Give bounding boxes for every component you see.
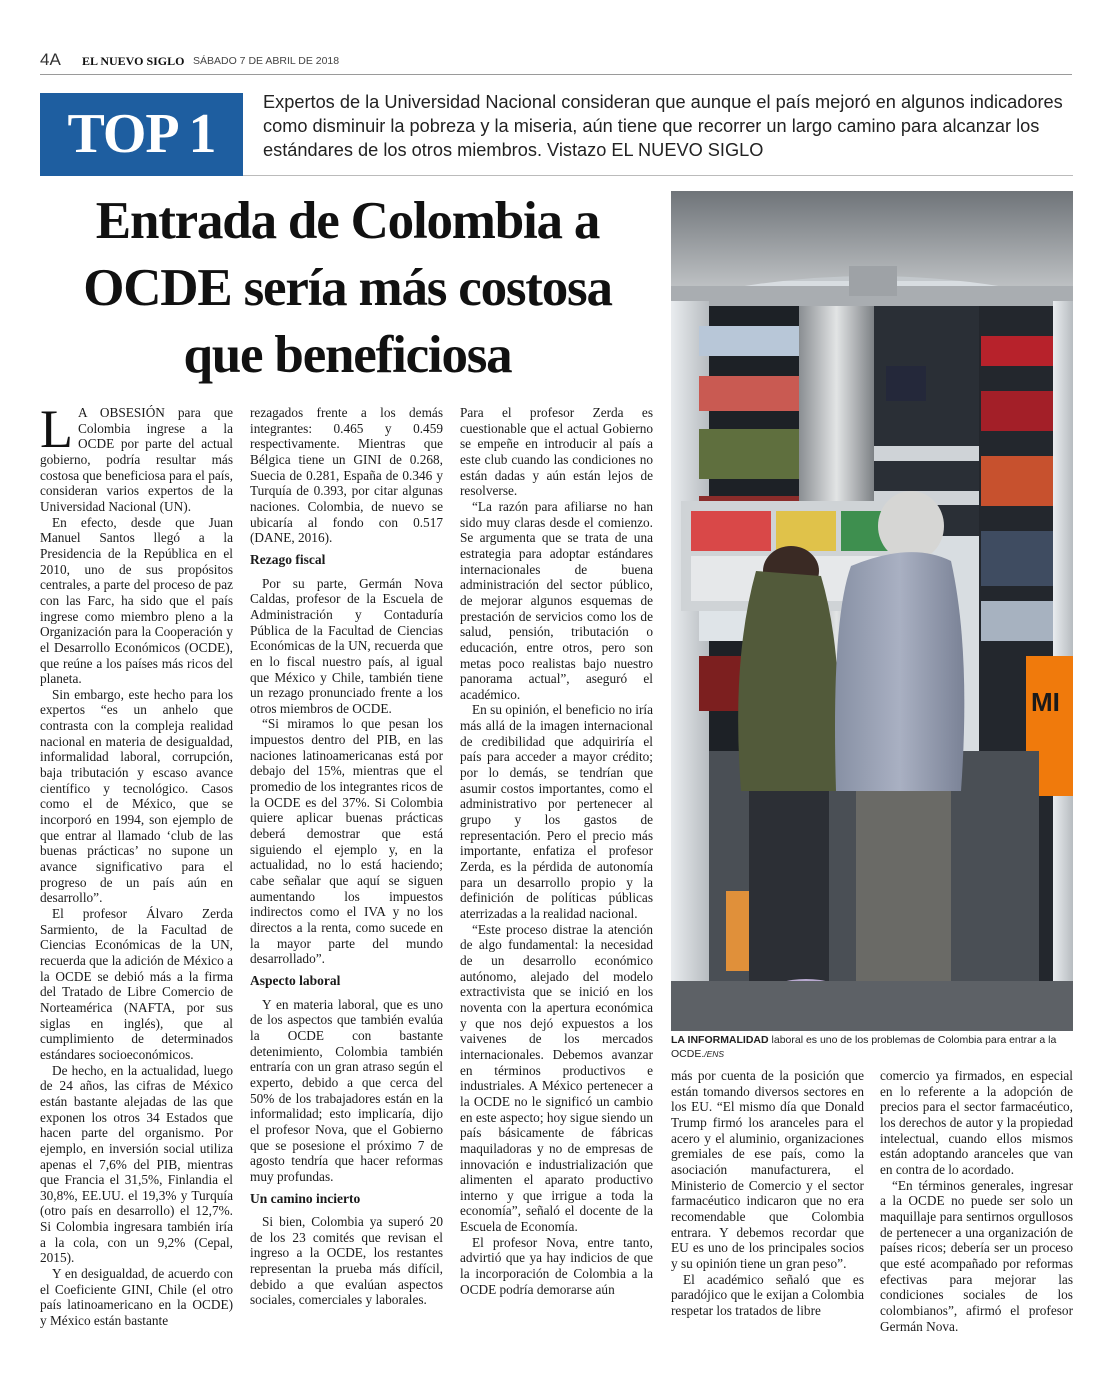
paragraph: más por cuenta de la posición que están tomando diversos sectores en los EU. “El mismo día que Donald Trump firmó los aranceles para el acero y el aluminio, organizaciones gremiales de ese país, como la asociación manufacturera, el Ministerio de Comercio y el sector farmacéutico indicaron que no era recomendable que Colombia entrara. Y debemos recordar que EU es uno de los principales socios y su opinión tiene un gran peso”. bbox=[671, 1068, 864, 1271]
article-column-1 bbox=[40, 399, 233, 1329]
article-column-5 bbox=[880, 1068, 1073, 1334]
sign-text: MI bbox=[1031, 687, 1060, 717]
headline bbox=[40, 188, 655, 389]
paragraph: “Este proceso distrae la atención de algo fundamental: la necesidad de un desarrollo económico autónomo, alejado del modelo extractivista que se inició en los noventa con la apertura económica y que nos dejó expuestos a los vaivenes de los mercados internacionales. Debemos avanzar en términos productivos e industriales. A México pertenecer a la OCDE no le significó un cambio en este aspecto; hoy sigue siendo un país básicamente de fábricas maquiladoras y no de empresas de innovación e industrialización que alimenten el aparato productivo interno y que irrigue a toda la economía”, señaló el docente de la Escuela de Economía. bbox=[460, 921, 653, 1235]
top-badge: TOP 1 bbox=[40, 93, 243, 176]
divider bbox=[243, 175, 1073, 176]
paragraph: De hecho, en la actualidad, luego de 24 años, las cifras de México están bastante alejadas de las que exponen los otros 34 Estados que hacen parte del organismo. Por ejemplo, en inversión social utiliza apenas el 7,6% del PIB, mientras que Francia el 31,5%, Finlandia el 30,8%, EE.UU. el 19,3% y Turquía (otro país en desarrollo) el 12,7%. Si Colombia ingresara también iría a la cola, con un 9,2% (Cepal, 2015). bbox=[40, 1062, 233, 1266]
lead-paragraph: L A OBSESIÓN para que Colombia ingrese a la OCDE por parte del actual gobierno, podría resultar más costosa que beneficiosa para el país, consideran varios expertos de la Universidad Nacional (UN). bbox=[40, 399, 233, 514]
caption-credit: /ENS bbox=[704, 1049, 725, 1059]
paragraph: El académico señaló que es paradójico que le exijan a Colombia respetar los tratados de libre bbox=[671, 1271, 864, 1318]
paragraph: Y en materia laboral, que es uno de los aspectos que también evalúa la OCDE con bastante detenimiento, Colombia también entraría con un gran atraso según el experto, debido a que cerca del 50% de los trabajadores están en la informalidad; esto implicaría, dijo el profesor Nova, que el Gobierno que se posesione el próximo 7 de agosto tendría que hacer reformas muy profundas. bbox=[250, 996, 443, 1184]
article-column-4 bbox=[671, 1068, 864, 1319]
article-column-3 bbox=[460, 405, 653, 1297]
subheading: Rezago fiscal bbox=[250, 551, 326, 567]
page-number: 4A bbox=[40, 50, 61, 69]
headline-line: OCDE sería más costosa bbox=[83, 259, 612, 317]
paragraph: “La razón para afiliarse no han sido muy claras desde el comienzo. Se argumenta que se trata de una estrategia para adoptar estándares internacionales de buena administración del sector público, de mejorar algunos esquemas de prestación de servicios como los de salud, pensión, tributación o educación, entre otros, pero son metas poco realistas bajo nuestro panorama actual”, aseguró el académico. bbox=[460, 498, 653, 702]
drop-cap: L bbox=[40, 399, 73, 459]
paragraph: Por su parte, Germán Nova Caldas, profesor de la Escuela de Administración y Contaduría Pública de la Facultad de Ciencias Económicas de la UN, recuerda que en lo fiscal nuestro país, al igual que México y Chile, también tiene un rezago pronunciado frente a los otros miembros de OCDE. bbox=[250, 575, 443, 716]
photo-caption bbox=[671, 1033, 1073, 1061]
subheading: Aspecto laboral bbox=[250, 972, 341, 988]
caption-text: laboral es uno de los problemas de Colombia para entrar a la OCDE. bbox=[671, 1034, 1057, 1060]
paragraph: El profesor Álvaro Zerda Sarmiento, de la Facultad de Ciencias Económicas de la UN, recuerda que la adición de México a la OCDE se debió más a la firma del Tratado de Libre Comercio de Norteamérica (NAFTA, por sus siglas en inglés), que al cumplimiento de determinados estándares socioeconómicos. bbox=[40, 906, 233, 1062]
top-summary: Expertos de la Universidad Nacional consideran que aunque el país mejoró en algunos indicadores como disminuir la pobreza y la miseria, aún tiene que recorrer un largo camino para alcanzar los estándares de los otros miembros. Vistazo EL NUEVO SIGLO bbox=[263, 92, 1063, 160]
newspaper-name: EL NUEVO SIGLO bbox=[82, 54, 185, 68]
headline-line: Entrada de Colombia a bbox=[95, 192, 600, 250]
paragraph: Si bien, Colombia ya superó 20 de los 23 comités que revisan el ingreso a la OCDE, los restantes representan la prueba más difícil, debido a que evalúan aspectos sociales, comerciales y laborales. bbox=[250, 1214, 443, 1308]
paragraph: En efecto, desde que Juan Manuel Santos llegó a la Presidencia de la República en el 2010, uno de sus propósitos centrales, a parte del proceso de paz con las Farc, ha sido que el país ingrese como miembro pleno a la Organización para la Cooperación y el Desarrollo Económicos (OCDE), que reúne a los países más ricos del planeta. bbox=[40, 514, 233, 687]
article-column-2 bbox=[250, 405, 443, 1308]
paragraph: En su opinión, el beneficio no iría más allá de la imagen internacional de credibilidad que adquiriría el país para acceder a mayor crédito; por lo demás, se tendrían que asumir costos importantes, como el administrativo por pertenecer al grupo y los gastos de representación. Pero el precio más importante, enfatiza el profesor Zerda, es la pérdida de autonomía para un desarrollo propio y la definición de políticas públicas aterrizadas a la realidad nacional. bbox=[460, 702, 653, 921]
paragraph: El profesor Nova, entre tanto, advirtió que ya hay indicios de que la incorporación de Colombia a la OCDE podría demorarse aún bbox=[460, 1234, 653, 1297]
kiosk-photo bbox=[671, 191, 1073, 1031]
paragraph: Para el profesor Zerda es cuestionable que el actual Gobierno se empeñe en introducir al país a este club cuando las condiciones no están dadas y aún están lejos de resolverse. bbox=[460, 405, 653, 499]
page-header bbox=[40, 50, 1072, 75]
paragraph: “Si miramos lo que pesan los impuestos dentro del PIB, en las naciones latinoamericanas está por debajo del 15%, mientras que el promedio de los integrantes ricos de la OCDE es del 37%. Si Colombia quiere aplicar buenas prácticas deberá demostrar que está siguiendo el ejemplo y, en la actualidad, no lo está haciendo; cabe señalar que aquí se siguen aumentando los impuestos indirectos como el IVA y no los directos a la renta, como sucede en la mayor parte del mundo desarrollado”. bbox=[250, 716, 443, 967]
paragraph: rezagados frente a los demás integrantes: 0.465 y 0.459 respectivamente. Mientras que Bélgica tiene un GINI de 0.268, Suecia de 0.281, España de 0.346 y Turquía de 0.393, por citar algunas naciones. Colombia, de nuevo se ubicaría al fondo con 0.517 (DANE, 2016). bbox=[250, 405, 443, 546]
paragraph: Y en desigualdad, de acuerdo con el Coeficiente GINI, Chile (el otro país latinoamericano en la OCDE) y México están bastante bbox=[40, 1266, 233, 1329]
issue-date: SÁBADO 7 DE ABRIL DE 2018 bbox=[193, 55, 340, 67]
headline-line: que beneficiosa bbox=[183, 326, 512, 384]
subheading: Un camino incierto bbox=[250, 1190, 361, 1206]
paragraph: Sin embargo, este hecho para los expertos “es un anhelo que contrasta con la compleja realidad nacional en materia de desigualdad, informalidad laboral, corrupción, baja tributación y escaso avance científico y tecnológico. Casos como el de México, que se incorporó en 1994, son ejemplo de que entrar al llamado ‘club de las buenas prácticas’ no supone un avance significativo para el progreso de un país aún en desarrollo”. bbox=[40, 686, 233, 906]
paragraph: comercio ya firmados, en especial en lo referente a la adopción de precios para el sector farmacéutico, los derechos de autor y la propiedad intelectual, cuando ellos mismos están adoptando aranceles que van en contra de lo acordado. bbox=[880, 1068, 1073, 1177]
caption-lead: LA INFORMALIDAD bbox=[671, 1034, 769, 1046]
paragraph: “En términos generales, ingresar a la OCDE no puede ser solo un maquillaje para sentirnos orgullosos de pertenecer a una organización de países ricos; debería ser un proceso que esté acompañado por reformas efectivas para mejorar las condiciones sociales de los colombianos”, afirmó el profesor Germán Nova. bbox=[880, 1177, 1073, 1334]
